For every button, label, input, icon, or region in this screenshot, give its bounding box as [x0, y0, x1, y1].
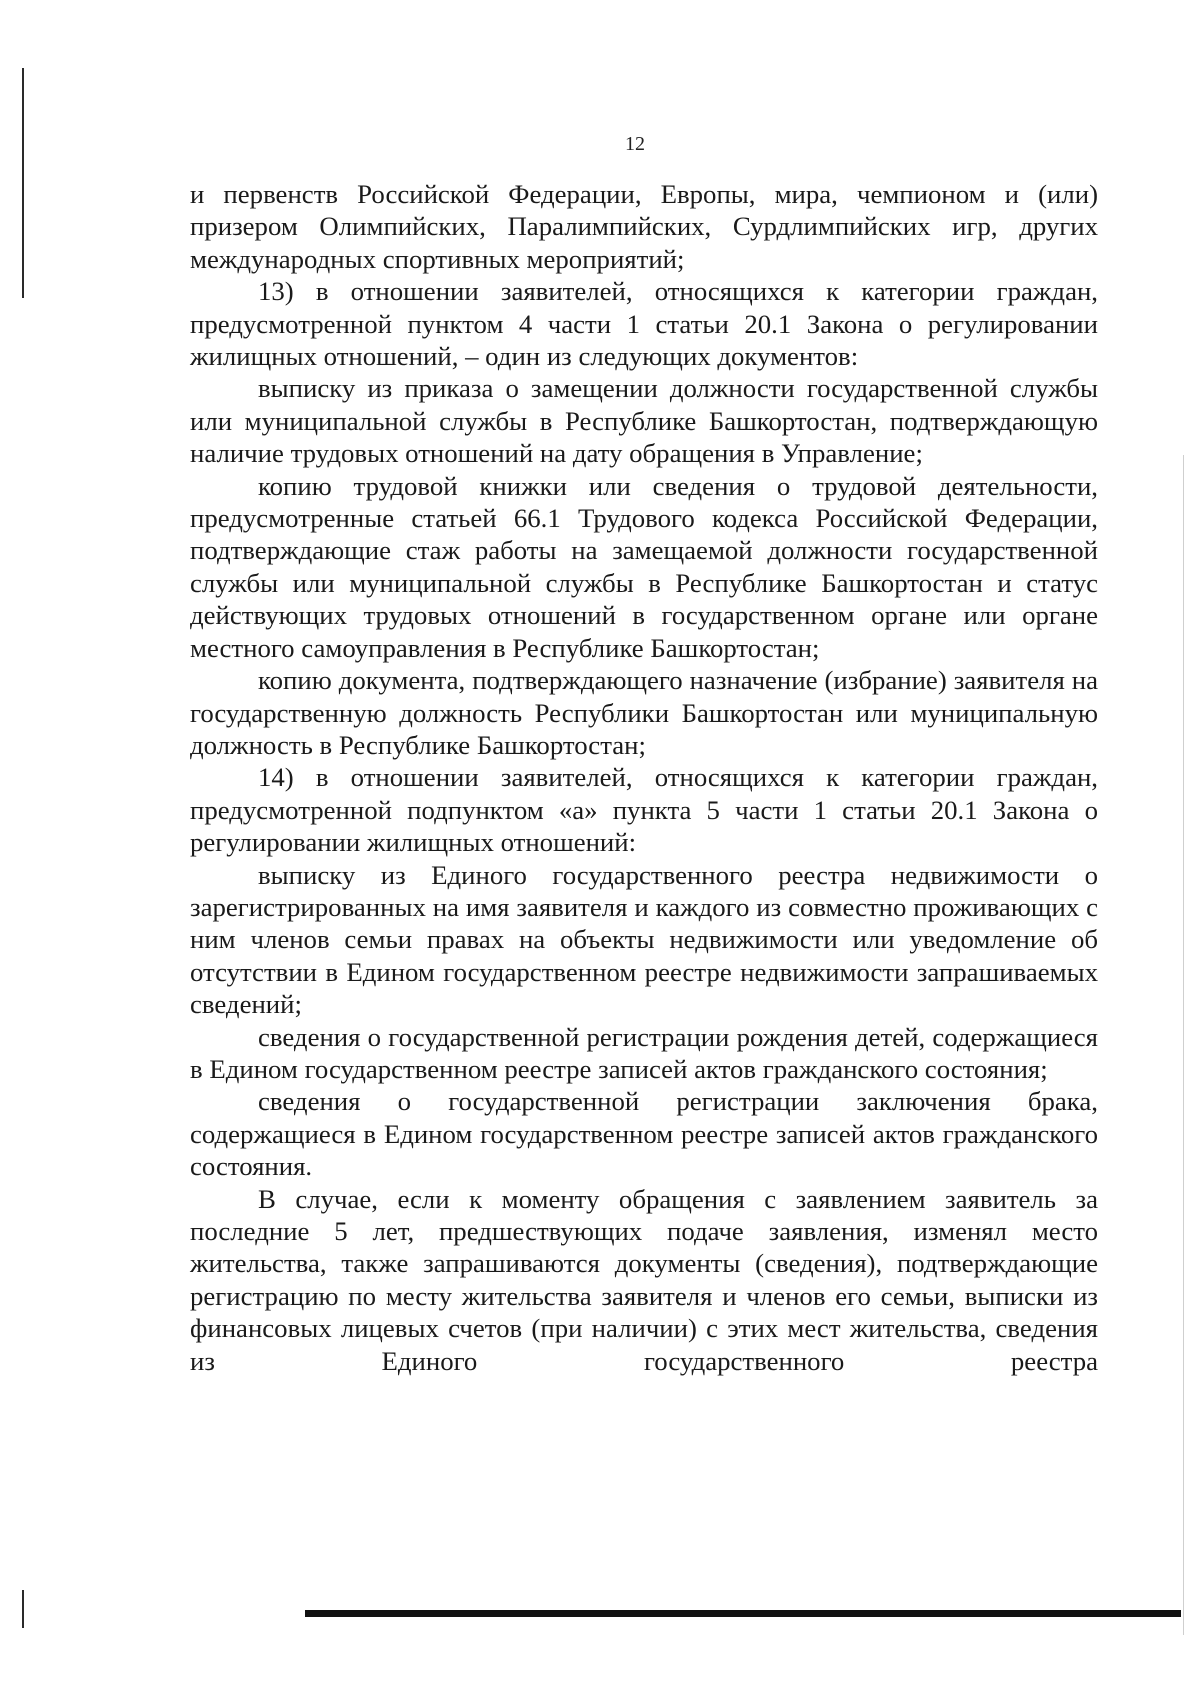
- paragraph-7: выписку из Единого государственного реестра недвижимости о зарегистрированных на имя заявителя и каждого из совместно проживающих с ним членов семьи правах на объекты недвижимости или уведомление об отсутствии в Едином государственном реестре недвижимости запрашиваемых сведений;: [190, 859, 1098, 1020]
- paragraph-9: сведения о государственной регистрации заключения брака, содержащиеся в Едином государственном реестре записей актов гражданского состояния.: [190, 1086, 1098, 1182]
- paragraph-3: выписку из приказа о замещении должности государственной службы или муниципальной службы в Республике Башкортостан, подтверждающую наличие трудовых отношений на дату обращения в Управление;: [190, 373, 1098, 469]
- paragraph-4: копию трудовой книжки или сведения о трудовой деятельности, предусмотренные статьей 66.1 Трудового кодекса Российской Федерации, подтверждающие стаж работы на замещаемой должности государственной службы или муниципальной службы в Республике Башкортостан и статус действующих трудовых отношений в государственном органе или органе местного самоуправления в Республике Башкортостан;: [190, 470, 1098, 663]
- scan-edge-line-right: [1183, 455, 1184, 1635]
- scan-bottom-bar: [305, 1610, 1181, 1617]
- document-body: [190, 178, 1098, 1377]
- paragraph-6: 14) в отношении заявителей, относящихся к категории граждан, предусмотренной подпунктом «а» пункта 5 части 1 статьи 20.1 Закона о регулировании жилищных отношений:: [190, 762, 1098, 858]
- paragraph-5: копию документа, подтверждающего назначение (избрание) заявителя на государственную должность Республики Башкортостан или муниципальную должность в Республике Башкортостан;: [190, 665, 1098, 760]
- paragraph-10: В случае, если к моменту обращения с заявлением заявитель за последние 5 лет, предшествующих подаче заявления, изменял место жительства, также запрашиваются документы (сведения), подтверждающие регистрацию по месту жительства заявителя и членов его семьи, выписки из финансовых лицевых счетов (при наличии) с этих мест жительства, сведения из Единого государственного реестра: [190, 1183, 1098, 1376]
- page-number: 12: [625, 133, 645, 155]
- paragraph-2: 13) в отношении заявителей, относящихся к категории граждан, предусмотренной пунктом 4 части 1 статьи 20.1 Закона о регулировании жилищных отношений, – один из следующих документов:: [190, 276, 1098, 372]
- paragraph-8: сведения о государственной регистрации рождения детей, содержащиеся в Едином государственном реестре записей актов гражданского состояния;: [190, 1021, 1098, 1084]
- paragraph-1: и первенств Российской Федерации, Европы, мира, чемпионом и (или) призером Олимпийских, Паралимпийских, Сурдлимпийских игр, других международных спортивных мероприятий;: [190, 179, 1098, 274]
- scan-edge-line-bottom: [22, 1590, 24, 1628]
- scan-edge-line-top: [22, 68, 24, 298]
